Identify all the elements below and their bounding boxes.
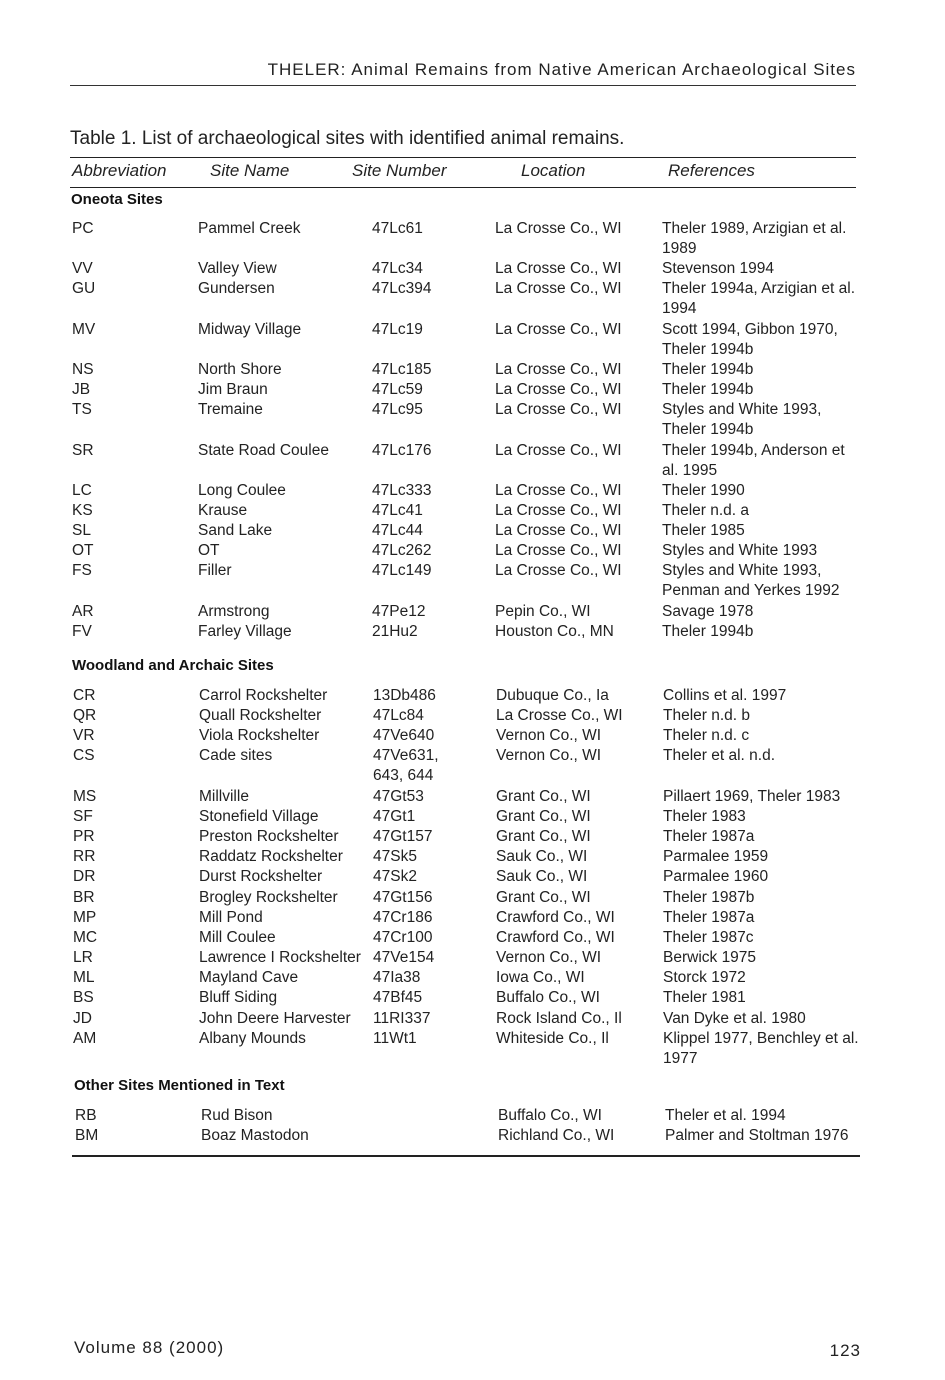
cell-location: Vernon Co., WI — [496, 949, 602, 966]
cell-abbreviation: AR — [72, 603, 94, 620]
cell-site-number: 47Ia38 — [373, 969, 421, 986]
cell-location: Richland Co., WI — [498, 1127, 615, 1144]
cell-site-number: 47Bf45 — [373, 989, 423, 1006]
table-caption: Table 1. List of archaeological sites with identified animal remains. — [70, 128, 625, 149]
cell-abbreviation: SF — [73, 808, 93, 825]
cell-abbreviation: CR — [73, 687, 96, 704]
cell-site-number: 47Ve631, 643, 644 — [373, 747, 439, 785]
cell-site-name: Millville — [199, 788, 249, 805]
cell-abbreviation: PC — [72, 220, 94, 237]
header-rule — [70, 85, 856, 86]
cell-references: Styles and White 1993, Theler 1994b — [662, 401, 822, 439]
table-top-rule — [70, 157, 856, 158]
cell-location: La Crosse Co., WI — [495, 522, 622, 539]
cell-abbreviation: VR — [73, 727, 95, 744]
cell-site-number: 47Lc95 — [372, 401, 423, 418]
footer-volume: Volume 88 (2000) — [74, 1338, 225, 1357]
cell-location: La Crosse Co., WI — [495, 361, 622, 378]
cell-location: La Crosse Co., WI — [495, 260, 622, 277]
cell-site-name: Farley Village — [198, 623, 292, 640]
cell-location: Sauk Co., WI — [496, 868, 588, 885]
cell-abbreviation: BM — [75, 1127, 99, 1144]
cell-references: Theler 1994b — [662, 623, 754, 640]
section-title: Woodland and Archaic Sites — [72, 657, 274, 674]
cell-references: Collins et al. 1997 — [663, 687, 787, 704]
cell-abbreviation: RB — [75, 1107, 97, 1124]
cell-site-name: Cade sites — [199, 747, 273, 764]
cell-site-name: Valley View — [198, 260, 277, 277]
cell-location: Grant Co., WI — [496, 788, 591, 805]
running-head: THELER: Animal Remains from Native American Archaeological Sites — [267, 60, 856, 79]
cell-site-number: 47Ve640 — [373, 727, 435, 744]
cell-abbreviation: DR — [73, 868, 96, 885]
cell-references: Berwick 1975 — [663, 949, 757, 966]
cell-abbreviation: MC — [73, 929, 98, 946]
cell-abbreviation: MP — [73, 909, 97, 926]
cell-site-number: 47Lc41 — [372, 502, 423, 519]
cell-site-number: 47Lc149 — [372, 562, 432, 579]
cell-references: Theler 1994b — [662, 381, 754, 398]
cell-location: La Crosse Co., WI — [496, 707, 623, 724]
cell-references: Theler et al. n.d. — [663, 747, 776, 764]
cell-location: Rock Island Co., Il — [496, 1010, 622, 1027]
cell-site-name: Filler — [198, 562, 232, 579]
cell-site-number: 47Lc262 — [372, 542, 432, 559]
cell-references: Theler 1985 — [662, 522, 745, 539]
cell-references: Stevenson 1994 — [662, 260, 775, 277]
cell-site-name: Pammel Creek — [198, 220, 301, 237]
cell-site-number: 47Pe12 — [372, 603, 426, 620]
cell-site-number: 47Lc34 — [372, 260, 423, 277]
col-header-site-name: Site Name — [210, 161, 290, 180]
cell-site-number: 47Lc185 — [372, 361, 432, 378]
cell-site-number: 13Db486 — [373, 687, 436, 704]
cell-location: Houston Co., MN — [495, 623, 614, 640]
cell-abbreviation: FV — [72, 623, 92, 640]
cell-site-number: 47Sk5 — [373, 848, 417, 865]
cell-site-number: 47Gt1 — [373, 808, 416, 825]
cell-abbreviation: LR — [73, 949, 93, 966]
cell-abbreviation: NS — [72, 361, 94, 378]
cell-site-number: 47Lc59 — [372, 381, 423, 398]
cell-location: Grant Co., WI — [496, 828, 591, 845]
cell-location: Grant Co., WI — [496, 808, 591, 825]
cell-abbreviation: BS — [73, 989, 94, 1006]
cell-abbreviation: JB — [72, 381, 91, 398]
cell-abbreviation: BR — [73, 889, 95, 906]
cell-location: Buffalo Co., WI — [498, 1107, 602, 1124]
cell-references: Klippel 1977, Benchley et al. 1977 — [663, 1030, 859, 1068]
cell-location: Grant Co., WI — [496, 889, 591, 906]
cell-site-number: 47Gt156 — [373, 889, 433, 906]
cell-site-name: Long Coulee — [198, 482, 286, 499]
cell-site-name: Mill Coulee — [199, 929, 276, 946]
cell-site-number: 47Cr186 — [373, 909, 433, 926]
cell-references: Savage 1978 — [662, 603, 754, 620]
cell-abbreviation: OT — [72, 542, 94, 559]
cell-abbreviation: MV — [72, 321, 96, 338]
col-header-abbreviation: Abbreviation — [72, 161, 167, 180]
cell-references: Theler 1987b — [663, 889, 755, 906]
cell-location: La Crosse Co., WI — [495, 381, 622, 398]
cell-references: Van Dyke et al. 1980 — [663, 1010, 806, 1027]
cell-abbreviation: PR — [73, 828, 95, 845]
cell-location: La Crosse Co., WI — [495, 562, 622, 579]
cell-site-name: Albany Mounds — [199, 1030, 306, 1047]
cell-site-number: 47Ve154 — [373, 949, 435, 966]
cell-site-number: 21Hu2 — [372, 623, 418, 640]
section-title: Oneota Sites — [71, 191, 163, 208]
cell-references: Theler 1994b, Anderson et al. 1995 — [662, 442, 845, 480]
cell-references: Palmer and Stoltman 1976 — [665, 1127, 849, 1144]
cell-location: La Crosse Co., WI — [495, 542, 622, 559]
cell-site-name: Jim Braun — [198, 381, 268, 398]
cell-site-name: John Deere Harvester — [199, 1010, 351, 1027]
cell-site-number: 11RI337 — [373, 1010, 431, 1027]
cell-location: Dubuque Co., Ia — [496, 687, 609, 704]
cell-references: Theler 1983 — [663, 808, 746, 825]
cell-site-number: 11Wt1 — [373, 1030, 417, 1047]
cell-location: La Crosse Co., WI — [495, 482, 622, 499]
cell-abbreviation: AM — [73, 1030, 97, 1047]
cell-location: La Crosse Co., WI — [495, 401, 622, 418]
cell-location: Crawford Co., WI — [496, 929, 615, 946]
cell-references: Scott 1994, Gibbon 1970, Theler 1994b — [662, 321, 838, 359]
cell-location: Sauk Co., WI — [496, 848, 588, 865]
cell-abbreviation: KS — [72, 502, 93, 519]
cell-location: La Crosse Co., WI — [495, 442, 622, 459]
table-header-rule — [70, 187, 856, 188]
cell-site-number: 47Lc394 — [372, 280, 432, 297]
cell-site-name: Lawrence I Rockshelter — [199, 949, 361, 966]
cell-abbreviation: FS — [72, 562, 92, 579]
cell-location: Vernon Co., WI — [496, 727, 602, 744]
cell-references: Theler 1989, Arzigian et al. 1989 — [662, 220, 847, 258]
cell-site-number: 47Sk2 — [373, 868, 417, 885]
cell-site-number: 47Lc61 — [372, 220, 423, 237]
cell-site-name: Preston Rockshelter — [199, 828, 339, 845]
cell-site-name: Stonefield Village — [199, 808, 319, 825]
cell-site-name: Viola Rockshelter — [199, 727, 320, 744]
cell-abbreviation: CS — [73, 747, 95, 764]
cell-site-name: Durst Rockshelter — [199, 868, 323, 885]
cell-references: Storck 1972 — [663, 969, 746, 986]
cell-site-name: Quall Rockshelter — [199, 707, 322, 724]
cell-abbreviation: SR — [72, 442, 94, 459]
cell-location: Pepin Co., WI — [495, 603, 591, 620]
cell-abbreviation: TS — [72, 401, 92, 418]
cell-abbreviation: SL — [72, 522, 91, 539]
cell-references: Styles and White 1993, Penman and Yerkes 1992 — [662, 562, 840, 600]
cell-references: Pillaert 1969, Theler 1983 — [663, 788, 841, 805]
cell-location: La Crosse Co., WI — [495, 321, 622, 338]
cell-location: La Crosse Co., WI — [495, 280, 622, 297]
cell-site-name: Boaz Mastodon — [201, 1127, 309, 1144]
cell-site-number: 47Lc84 — [373, 707, 424, 724]
cell-location: La Crosse Co., WI — [495, 502, 622, 519]
cell-site-name: North Shore — [198, 361, 282, 378]
cell-site-name: OT — [198, 542, 220, 559]
cell-references: Theler 1994b — [662, 361, 754, 378]
cell-references: Theler et al. 1994 — [665, 1107, 786, 1124]
cell-abbreviation: ML — [73, 969, 95, 986]
cell-site-number: 47Lc176 — [372, 442, 432, 459]
cell-abbreviation: QR — [73, 707, 97, 724]
cell-location: Vernon Co., WI — [496, 747, 602, 764]
cell-location: Crawford Co., WI — [496, 909, 615, 926]
section-title: Other Sites Mentioned in Text — [74, 1077, 285, 1094]
cell-references: Theler 1981 — [663, 989, 746, 1006]
cell-site-name: Armstrong — [198, 603, 270, 620]
cell-site-name: Mayland Cave — [199, 969, 299, 986]
page-number: 123 — [829, 1341, 861, 1360]
cell-abbreviation: LC — [72, 482, 92, 499]
col-header-location: Location — [521, 161, 586, 180]
cell-abbreviation: JD — [73, 1010, 92, 1027]
cell-site-name: State Road Coulee — [198, 442, 329, 459]
cell-references: Parmalee 1959 — [663, 848, 769, 865]
cell-location: La Crosse Co., WI — [495, 220, 622, 237]
cell-site-name: Brogley Rockshelter — [199, 889, 338, 906]
cell-site-name: Rud Bison — [201, 1107, 273, 1124]
cell-site-name: Bluff Siding — [199, 989, 278, 1006]
cell-abbreviation: RR — [73, 848, 96, 865]
cell-references: Theler 1990 — [662, 482, 745, 499]
cell-location: Buffalo Co., WI — [496, 989, 600, 1006]
cell-site-number: 47Cr100 — [373, 929, 433, 946]
cell-site-name: Krause — [198, 502, 248, 519]
col-header-references: References — [668, 161, 755, 180]
cell-abbreviation: MS — [73, 788, 97, 805]
cell-site-name: Mill Pond — [199, 909, 263, 926]
col-header-site-number: Site Number — [352, 161, 447, 180]
cell-abbreviation: VV — [72, 260, 93, 277]
cell-site-name: Tremaine — [198, 401, 263, 418]
cell-references: Theler 1994a, Arzigian et al. 1994 — [662, 280, 856, 318]
cell-site-number: 47Lc44 — [372, 522, 423, 539]
cell-references: Theler n.d. c — [663, 727, 750, 744]
cell-references: Theler 1987c — [663, 929, 754, 946]
cell-site-number: 47Lc19 — [372, 321, 423, 338]
cell-site-name: Gundersen — [198, 280, 275, 297]
cell-location: Iowa Co., WI — [496, 969, 585, 986]
cell-location: Whiteside Co., Il — [496, 1030, 609, 1047]
cell-references: Theler n.d. a — [662, 502, 750, 519]
cell-abbreviation: GU — [72, 280, 96, 297]
cell-references: Theler n.d. b — [663, 707, 751, 724]
cell-references: Styles and White 1993 — [662, 542, 818, 559]
cell-site-name: Midway Village — [198, 321, 302, 338]
cell-site-name: Carrol Rockshelter — [199, 687, 328, 704]
cell-site-number: 47Gt157 — [373, 828, 433, 845]
cell-site-name: Raddatz Rockshelter — [199, 848, 343, 865]
cell-references: Theler 1987a — [663, 828, 755, 845]
cell-site-number: 47Lc333 — [372, 482, 432, 499]
cell-site-number: 47Gt53 — [373, 788, 424, 805]
cell-site-name: Sand Lake — [198, 522, 273, 539]
cell-references: Theler 1987a — [663, 909, 755, 926]
table-bottom-rule — [72, 1155, 860, 1157]
cell-references: Parmalee 1960 — [663, 868, 769, 885]
